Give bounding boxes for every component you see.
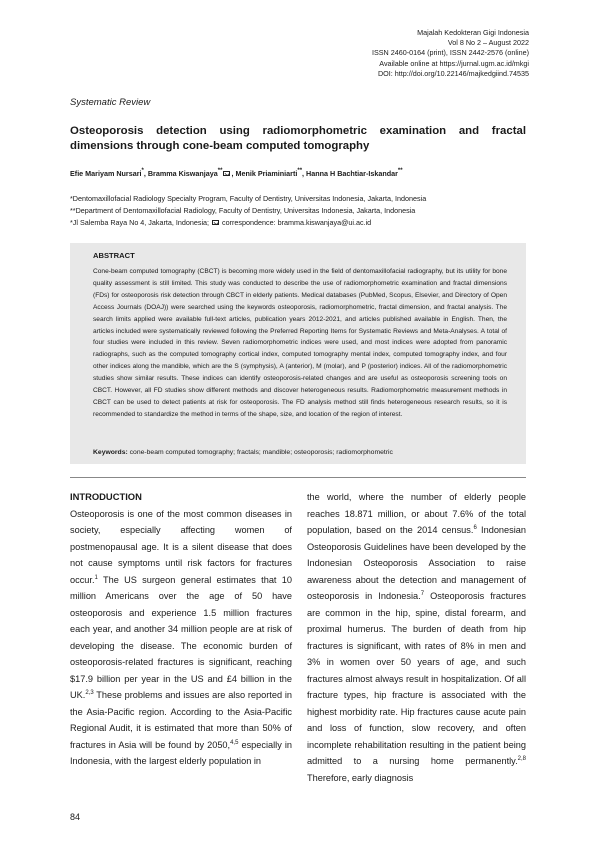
journal-name: Majalah Kedokteran Gigi Indonesia: [417, 28, 529, 37]
citation-ref[interactable]: 1: [94, 574, 98, 581]
journal-header: [372, 28, 529, 79]
citation-ref[interactable]: 4,5: [230, 739, 239, 746]
body-column-right: [307, 489, 526, 786]
body-text: Osteoporosis fractures are common in the hip, spine, distal forearm, and proximal humerus. The burden of death from hip fractures is significant, with rates of 8% in men and 3% in women over 50 years of age, and such fractures almost always result in hospitalization. Of all fracture types, hip fracture is associated with the highest morbidity rate. Hip fractures cause acute pain and loss of function, slow recovery, and often incomplete rehabilitation resulting in the patient being admitted to a nursing home permanently.: [307, 591, 526, 766]
abstract-heading: ABSTRACT: [93, 251, 135, 260]
section-divider: [70, 477, 526, 478]
body-text: Therefore, early diagnosis: [307, 772, 414, 783]
affiliation-line: **Department of Dentomaxillofacial Radiology, Faculty of Dentistry, Universitas Indonesia, Jakarta, Indonesia: [70, 206, 416, 215]
author-affil-mark: **: [297, 168, 303, 174]
section-label: Systematic Review: [70, 97, 151, 108]
journal-volume: Vol 8 No 2 – August 2022: [447, 38, 529, 48]
correspondence-email[interactable]: correspondence: bramma.kiswanjaya@ui.ac.id: [222, 218, 372, 227]
keywords: [93, 449, 507, 456]
citation-ref[interactable]: 6: [473, 525, 477, 531]
article-title: Osteoporosis detection using radiomorphometric examination and fractal dimensions through cone-beam computed tomography: [70, 125, 526, 152]
author-affil-mark: **: [217, 168, 223, 174]
author-name: Menik Priaminiarti: [235, 169, 298, 178]
journal-doi[interactable]: DOI: http://doi.org/10.22146/majkedgiind.74535: [377, 68, 529, 78]
body-column-left: [70, 489, 292, 770]
body-text: especially in Indonesia, with the largest elderly population in: [70, 739, 292, 766]
author-separator: ,: [302, 169, 307, 178]
body-text: The US surgeon general estimates that 10 million Americans over the age of 50 have osteoporosis and experience 1.5 million fractures each year, and another 34 million people are at risk of developing the disease. The economic burden of osteoporosis-related fractures is significant, reaching $17.9 billion per year in the US and £4 billion in the UK.: [70, 574, 292, 700]
address-text: *Jl Salemba Raya No 4, Jakarta, Indonesia;: [70, 218, 210, 227]
keywords-label: Keywords:: [93, 449, 128, 456]
affiliations: [70, 193, 530, 229]
citation-ref[interactable]: 7: [420, 591, 425, 597]
journal-issn: ISSN 2460-0164 (print), ISSN 2442-2576 (online): [371, 48, 529, 58]
correspondence-line: [70, 217, 530, 229]
author-separator: ,: [143, 169, 148, 178]
author-affil-mark: **: [397, 168, 403, 174]
journal-available[interactable]: Available online at https://jurnal.ugm.ac.id/mkgi: [379, 58, 529, 68]
affiliation-line: *Dentomaxillofacial Radiology Specialty Program, Faculty of Dentistry, Universitas Indonesia, Jakarta, Indonesia: [70, 194, 427, 203]
author-name: Hanna H Bachtiar-Iskandar: [306, 169, 398, 178]
mail-icon: [223, 171, 230, 176]
author-name: Efie Mariyam Nursari: [70, 169, 142, 178]
introduction-heading: INTRODUCTION: [70, 491, 142, 502]
author-list: [70, 169, 530, 178]
author-separator: ,: [231, 169, 236, 178]
body-text: the world, where the number of elderly people reaches 18.871 million, or about 7.6% of the total population, based on the 2014 census.: [307, 492, 526, 535]
body-text: Indonesian Osteoporosis Guidelines have been developed by the Indonesian Osteoporosis Association to raise awareness about the detection and management of osteoporosis in Indonesia.: [307, 525, 527, 601]
author-affil-mark: *: [141, 168, 144, 174]
body-text: These problems and issues are also reported in the Asia-Pacific region. According to the Asia-Pacific Regional Audit, it is estimated that more than 50% of fractures in Asia will be found by 2050,: [70, 690, 292, 750]
author-name: Bramma Kiswanjaya: [147, 169, 218, 178]
mail-icon: [212, 220, 219, 225]
abstract-text: Cone-beam computed tomography (CBCT) is becoming more widely used in the field of dentomaxillofacial radiography, but its utility for bone quality assessment is still limited. This study was conducted to describe the use of radiomorphometric examination and fractal dimensions (FDs) for osteoporosis risk detection through CBCT in elderly patients. Medical databases (PubMed, Scopus, Elsevier, and Directory of Open Access Journals (DOAJ)) were searched using the keywords osteoporosis, radiomorphometric, fractal dimension, and fractal analysis. The search limits applied were available full-text articles, publication years 2012-2021, and articles published available in English. Then, the articles included were systematically reviewed following the Preferred Reporting Items for Systematic Reviews and Meta-Analyses. A total of four studies were included in this review. Seven radiomorphometric indices were used, and most indices were adopted from panoramic radiographs, such as the computed tomography cortical index, computed tomography mental index, computed tomography index, and four other indices along the mandible, which are the S (symphysis), A (anterior), M (molar), and P (posterior) indices. All of the radiomorphometric studies show similar results. These indices can identify osteoporosis-related changes and are useful as osteoporosis screening tools on CBCT. However, all FD studies show different methods and discover heterogeneous results. Radiomorphometric measurement methods in CBCT can be used to detect patients at risk for osteoporosis. The FD analysis method still finds heterogeneous research results, so it is recommended to standardize the method in terms of the shape, size, and location of the region of interest.: [93, 268, 507, 418]
body-text: Osteoporosis is one of the most common diseases in society, especially affecting women of postmenopausal age. It is a silent disease that does not cause symptoms until risk factors for fractures occur.: [70, 508, 292, 585]
citation-ref[interactable]: 2,3: [85, 690, 94, 696]
keywords-list: cone-beam computed tomography; fractals; mandible; osteoporosis; radiomorphometric: [129, 449, 393, 456]
page-number: 84: [70, 812, 81, 822]
citation-ref[interactable]: 2,8: [517, 756, 526, 762]
